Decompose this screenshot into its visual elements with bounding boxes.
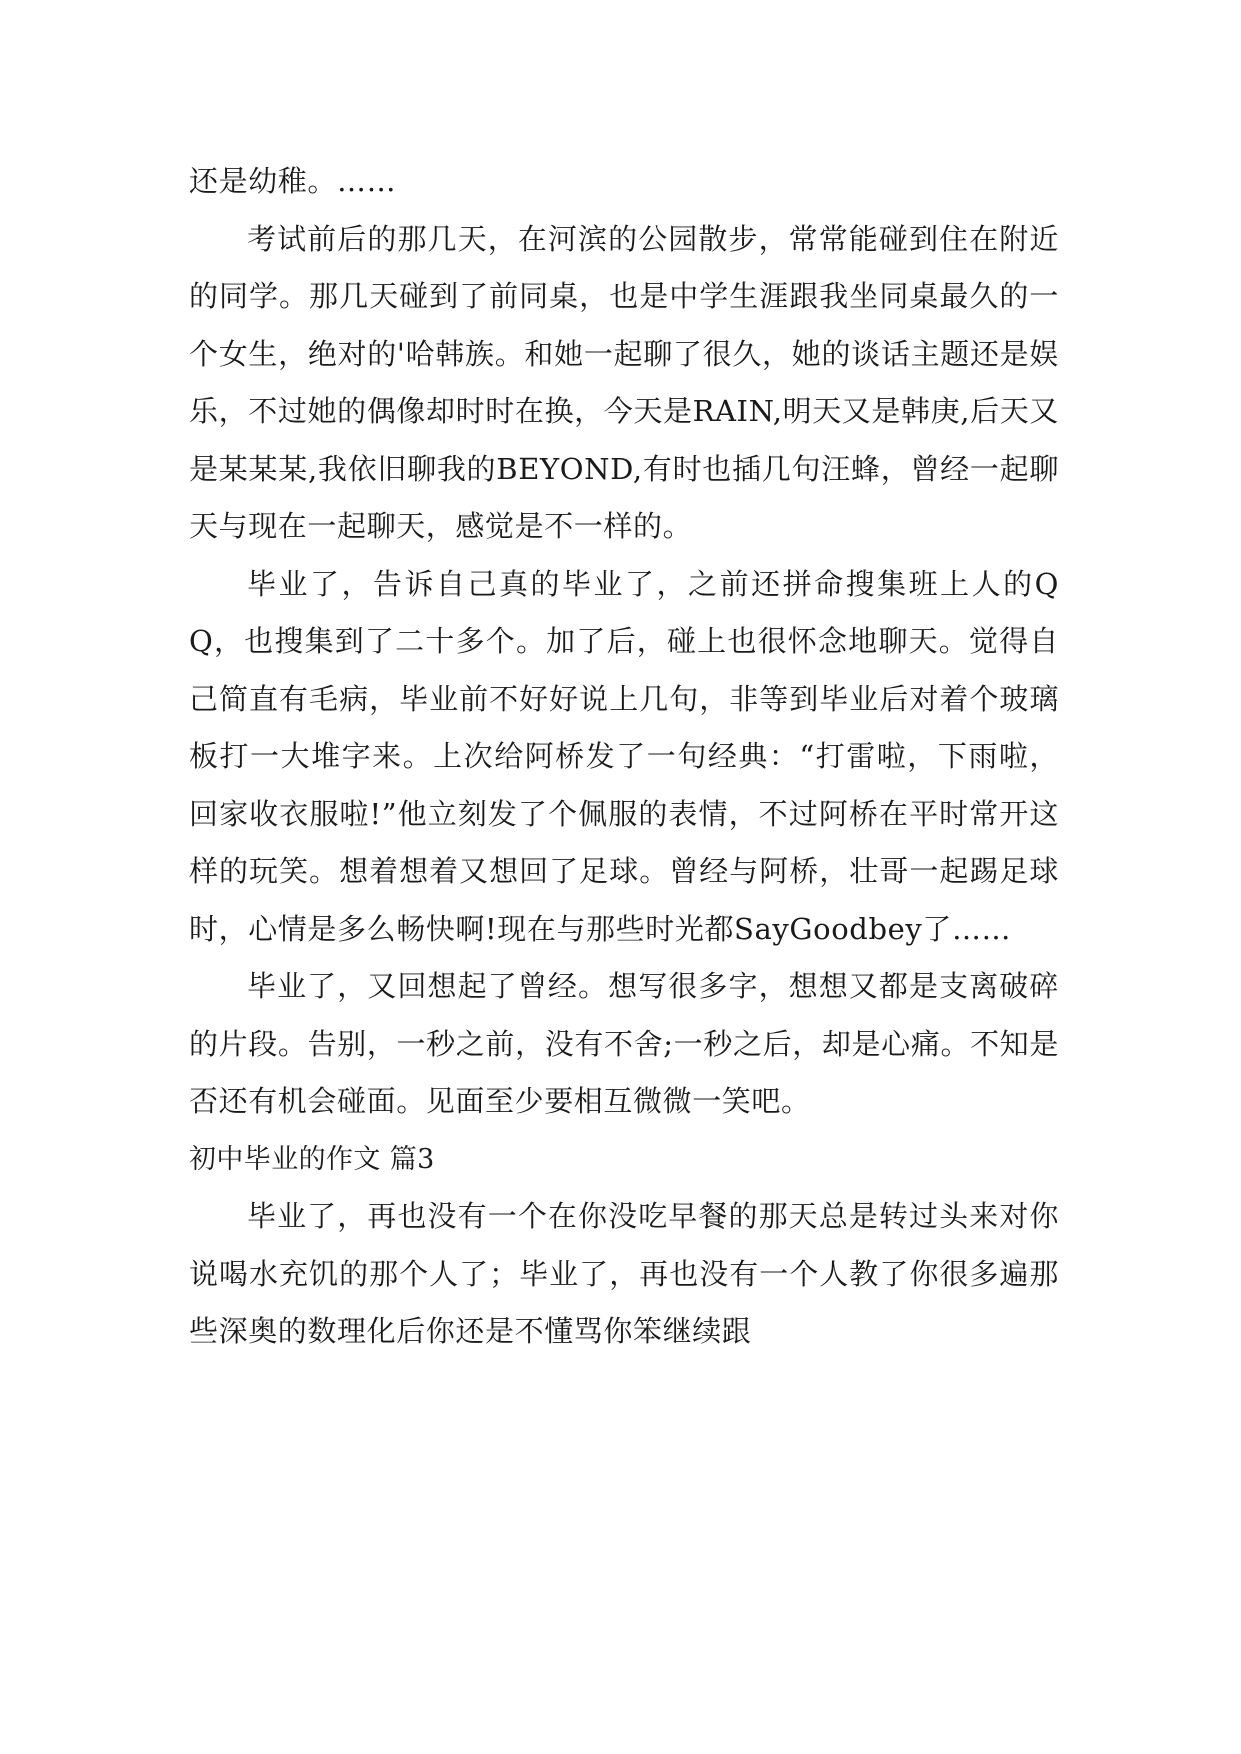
section-title: 初中毕业的作文 篇3	[189, 1143, 435, 1175]
paragraph-2: 考试前后的那几天，在河滨的公园散步，常常能碰到住在附近的同学。那几天碰到了前同桌，也是中学生涯跟我坐同桌最久的一个女生，绝对的'哈韩族。和她一起聊了很久，她的谈话主题还是娱乐，不过她的偶像却时时在换，今天是RAIN,明天又是韩庚,后天又是某某某,我依旧聊我的BEYOND,有时也插几句汪蜂，曾经一起聊天与现在一起聊天，感觉是不一样的。	[189, 221, 1059, 543]
section-paragraph-1: 毕业了，再也没有一个在你没吃早餐的那天总是转过头来对你说喝水充饥的那个人了；毕业了，再也没有一个人教了你很多遍那些深奥的数理化后你还是不懂骂你笨继续跟	[189, 1199, 1059, 1348]
paragraph-1: 还是幼稚。……	[189, 164, 397, 198]
document-body	[189, 153, 1059, 1361]
paragraph-4: 毕业了，又回想起了曾经。想写很多字，想想又都是支离破碎的片段。告别，一秒之前，没有不舍;一秒之后，却是心痛。不知是否还有机会碰面。见面至少要相互微微一笑吧。	[189, 969, 1059, 1118]
paragraph-3: 毕业了，告诉自己真的毕业了，之前还拼命搜集班上人的QQ，也搜集到了二十多个。加了后，碰上也很怀念地聊天。觉得自己简直有毛病，毕业前不好好说上几句，非等到毕业后对着个玻璃板打一大堆字来。上次给阿桥发了一句经典：“打雷啦，下雨啦，回家收衣服啦!”他立刻发了个佩服的表情，不过阿桥在平时常开这样的玩笑。想着想着又想回了足球。曾经与阿桥，壮哥一起踢足球时，心情是多么畅快啊!现在与那些时光都SayGoodbey了……	[189, 566, 1059, 946]
